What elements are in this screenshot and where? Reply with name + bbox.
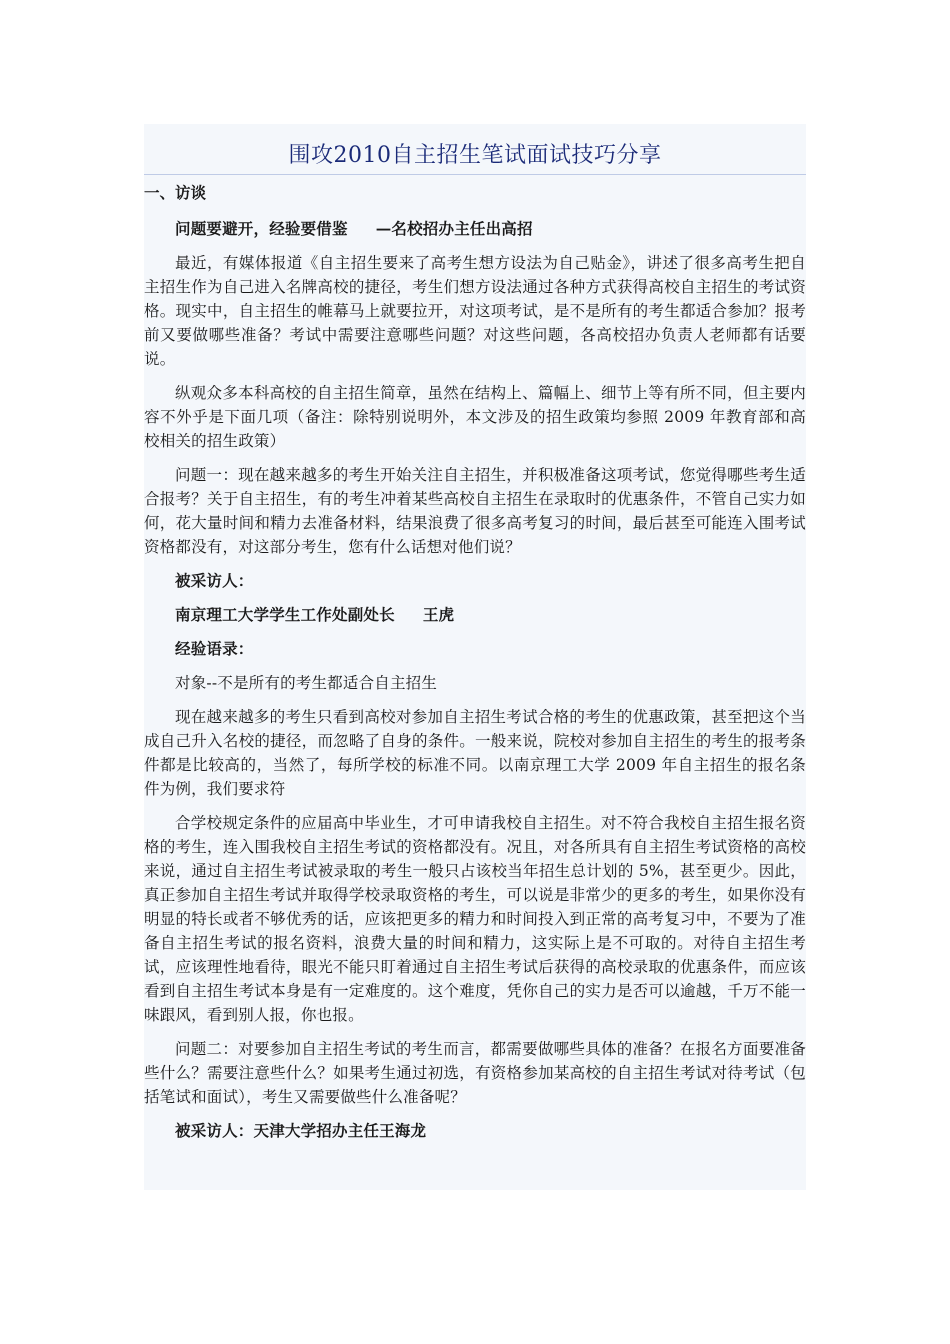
- interviewee-one-org: 南京理工大学学生工作处副处长: [175, 605, 395, 624]
- interviewee-one: [144, 603, 806, 627]
- paragraph-target: 对象--不是所有的考生都适合自主招生: [175, 674, 438, 692]
- interview-subtitle: [144, 217, 806, 241]
- interviewee-one-name: 王虎: [422, 605, 455, 624]
- article-panel: [144, 124, 806, 1190]
- paragraph-answer-2: 合学校规定条件的应届高中毕业生，才可申请我校自主招生。对不符合我校自主招生报名资格的考生，连入围我校自主招生考试的资格都没有。况且，对各所具有自主招生考试资格的高校来说，通过自主招生考试被录取的考生一般只占该校当年招生总计划的 5%，甚至更少。因此，真正参加自主招生考试并取得学校录取资格的考生，可以说是非常少的更多的考生，如果你没有明显的特长或者不够优秀的话，应该把更多的精力和时间投入到正常的高考复习中，不要为了准备自主招生考试的报名资料，浪费大量的时间和精力，这实际上是不可取的。对待自主招生考试，应该理性地看待，眼光不能只盯着通过自主招生考试后获得的高校录取的优惠条件，而应该看到自主招生考试本身是有一定难度的。这个难度，凭你自己的实力是否可以逾越，千万不能一味跟风，看到别人报，你也报。: [144, 814, 806, 1024]
- question-one: 问题一：现在越来越多的考生开始关注自主招生，并积极准备这项考试，您觉得哪些考生适合报考？关于自主招生，有的考生冲着某些高校自主招生在录取时的优惠条件，不管自己实力如何，花大量时间和精力去准备材料，结果浪费了很多高考复习的时间，最后甚至可能连入围考试资格都没有，对这部分考生，您有什么话想对他们说？: [144, 466, 806, 556]
- paragraph-answer-1: 现在越来越多的考生只看到高校对参加自主招生考试合格的考生的优惠政策，甚至把这个当成自己升入名校的捷径，而忽略了自身的条件。一般来说，院校对参加自主招生的考生的报考条件都是比较高的，当然了，每所学校的标准不同。以南京理工大学 2009 年自主招生的报名条件为例，我们要求符: [144, 708, 806, 798]
- section-heading: 一、访谈: [144, 183, 207, 202]
- paragraph-overview: 纵观众多本科高校的自主招生简章，虽然在结构上、篇幅上、细节上等有所不同，但主要内容不外乎是下面几项（备注：除特别说明外，本文涉及的招生政策均参照 2009 年教育部和高校相关的招生政策）: [144, 384, 806, 450]
- question-two: 问题二：对要参加自主招生考试的考生而言，都需要做哪些具体的准备？在报名方面要准备些什么？需要注意些什么？如果考生通过初选，有资格参加某高校的自主招生考试对待考试（包括笔试和面试），考生又需要做些什么准备呢？: [144, 1040, 806, 1106]
- article-title: 围攻2010自主招生笔试面试技巧分享: [288, 143, 662, 168]
- interviewee-label: 被采访人：: [175, 571, 254, 590]
- subtitle-left: 问题要避开，经验要借鉴: [175, 219, 348, 238]
- experience-label: 经验语录：: [175, 639, 254, 658]
- subtitle-right: —名校招办主任出高招: [375, 219, 533, 238]
- paragraph-intro: 最近，有媒体报道《自主招生要来了高考生想方设法为自己贴金》，讲述了很多高考生把自主招生作为自己进入名牌高校的捷径，考生们想方设法通过各种方式获得高校自主招生的考试资格。现实中，自主招生的帷幕马上就要拉开，对这项考试，是不是所有的考生都适合参加？报考前又要做哪些准备？考试中需要注意哪些问题？对这些问题，各高校招办负责人老师都有话要说。: [144, 254, 806, 368]
- article-body: [144, 175, 806, 1143]
- interviewee-two: 被采访人：天津大学招办主任王海龙: [175, 1121, 427, 1140]
